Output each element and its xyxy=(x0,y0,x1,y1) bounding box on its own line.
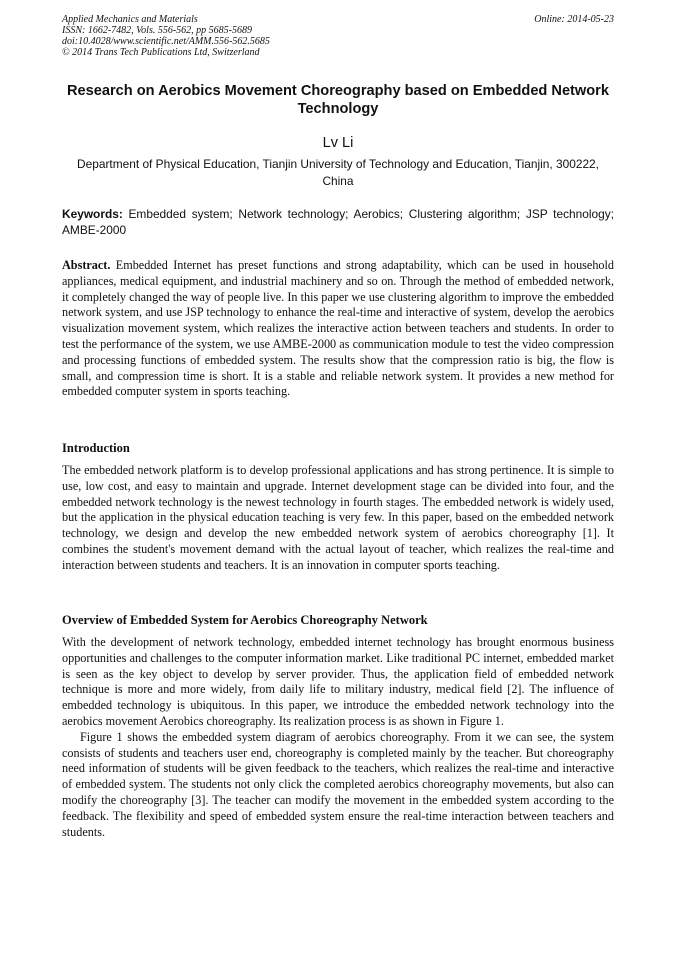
keywords-block xyxy=(62,207,614,238)
doi-line: doi:10.4028/www.scientific.net/AMM.556-562.5685 xyxy=(62,36,270,47)
abstract-text: Embedded Internet has preset functions and strong adaptability, which can be used in household appliances, medical equipment, and industrial machinery and so on. Through the method of embedded network, it completely changed the way of people live. In this paper we use clustering algorithm to improve the embedded network system, and use JSP technology to enhance the real-time and interactive of system, develop the aerobics visualization movement system, which realizes the interactive action between teachers and students. In order to test the performance of the system, we use AMBE-2000 as communication module to test the video compression and processing functions of embedded system. The results show that the compression ratio is big, the flow is small, and compression time is short. It is a stable and reliable network system. It provides a new method for embedded computer system in sports teaching. xyxy=(62,258,614,399)
issn-line: ISSN: 1662-7482, Vols. 556-562, pp 5685-5689 xyxy=(62,25,252,36)
introduction-paragraph: The embedded network platform is to develop professional applications and has strong pertinence. It is simple to use, low cost, and easy to maintain and upgrade. Internet development stage can be divided into four, and the embedded network technology is the newest technology in fourth stages. The embedded network is widely used, but the application in the physical education teaching is very few. In this paper, based on the embedded network technology, we design and develop the new embedded network system of aerobics choreography [1]. It combines the student's movement demand with the actual layout of teacher, which realizes the real-time and interaction between students and teachers. It is an innovation in computer sports teaching. xyxy=(62,463,614,572)
overview-body xyxy=(62,635,614,840)
overview-heading: Overview of Embedded System for Aerobics Choreography Network xyxy=(62,613,428,627)
introduction-heading: Introduction xyxy=(62,441,130,455)
keywords-label: Keywords: xyxy=(62,207,123,221)
paper-title: Research on Aerobics Movement Choreography based on Embedded Network Technology xyxy=(67,83,609,117)
copyright-line: © 2014 Trans Tech Publications Ltd, Switzerland xyxy=(62,47,260,58)
overview-paragraph-1: With the development of network technology, embedded internet technology has brought enormous business opportunities and challenges to the computer information market. Like traditional PC internet, embedded market is seen as the key object to develop by server provider. Thus, the application field of embedded network technique is more and more widely, from daily life to military industry, medical field [2]. The influence of embedded technology is ubiquitous. In this paper, we introduce the embedded network technology into the aerobics movement Aerobics choreography. Its realization process is as shown in Figure 1. xyxy=(62,635,614,728)
abstract-label: Abstract. xyxy=(62,258,111,272)
journal-name: Applied Mechanics and Materials xyxy=(62,14,198,25)
journal-header xyxy=(62,14,614,58)
introduction-body xyxy=(62,463,614,574)
affiliation: Department of Physical Education, Tianjin University of Technology and Education, Tianjin, 300222, China xyxy=(77,157,599,188)
keywords-text: Embedded system; Network technology; Aerobics; Clustering algorithm; JSP technology; AMBE-2000 xyxy=(62,207,614,237)
online-date: Online: 2014-05-23 xyxy=(534,14,614,25)
author-name: Lv Li xyxy=(322,135,354,151)
overview-paragraph-2: Figure 1 shows the embedded system diagram of aerobics choreography. From it we can see, the system consists of students and teachers user end, choreography is completed mainly by the teacher. But choreography need information of students will be given feedback to the teachers, which realizes the real-time and interactive of embedded system. The students not only click the completed aerobics choreography movements, but also can modify the choreography [3]. The teacher can modify the movement in the embedded system according to the feedback. The flexibility and speed of embedded system ensure the real-time interaction between teachers and students. xyxy=(62,729,614,839)
abstract-block xyxy=(62,258,614,400)
